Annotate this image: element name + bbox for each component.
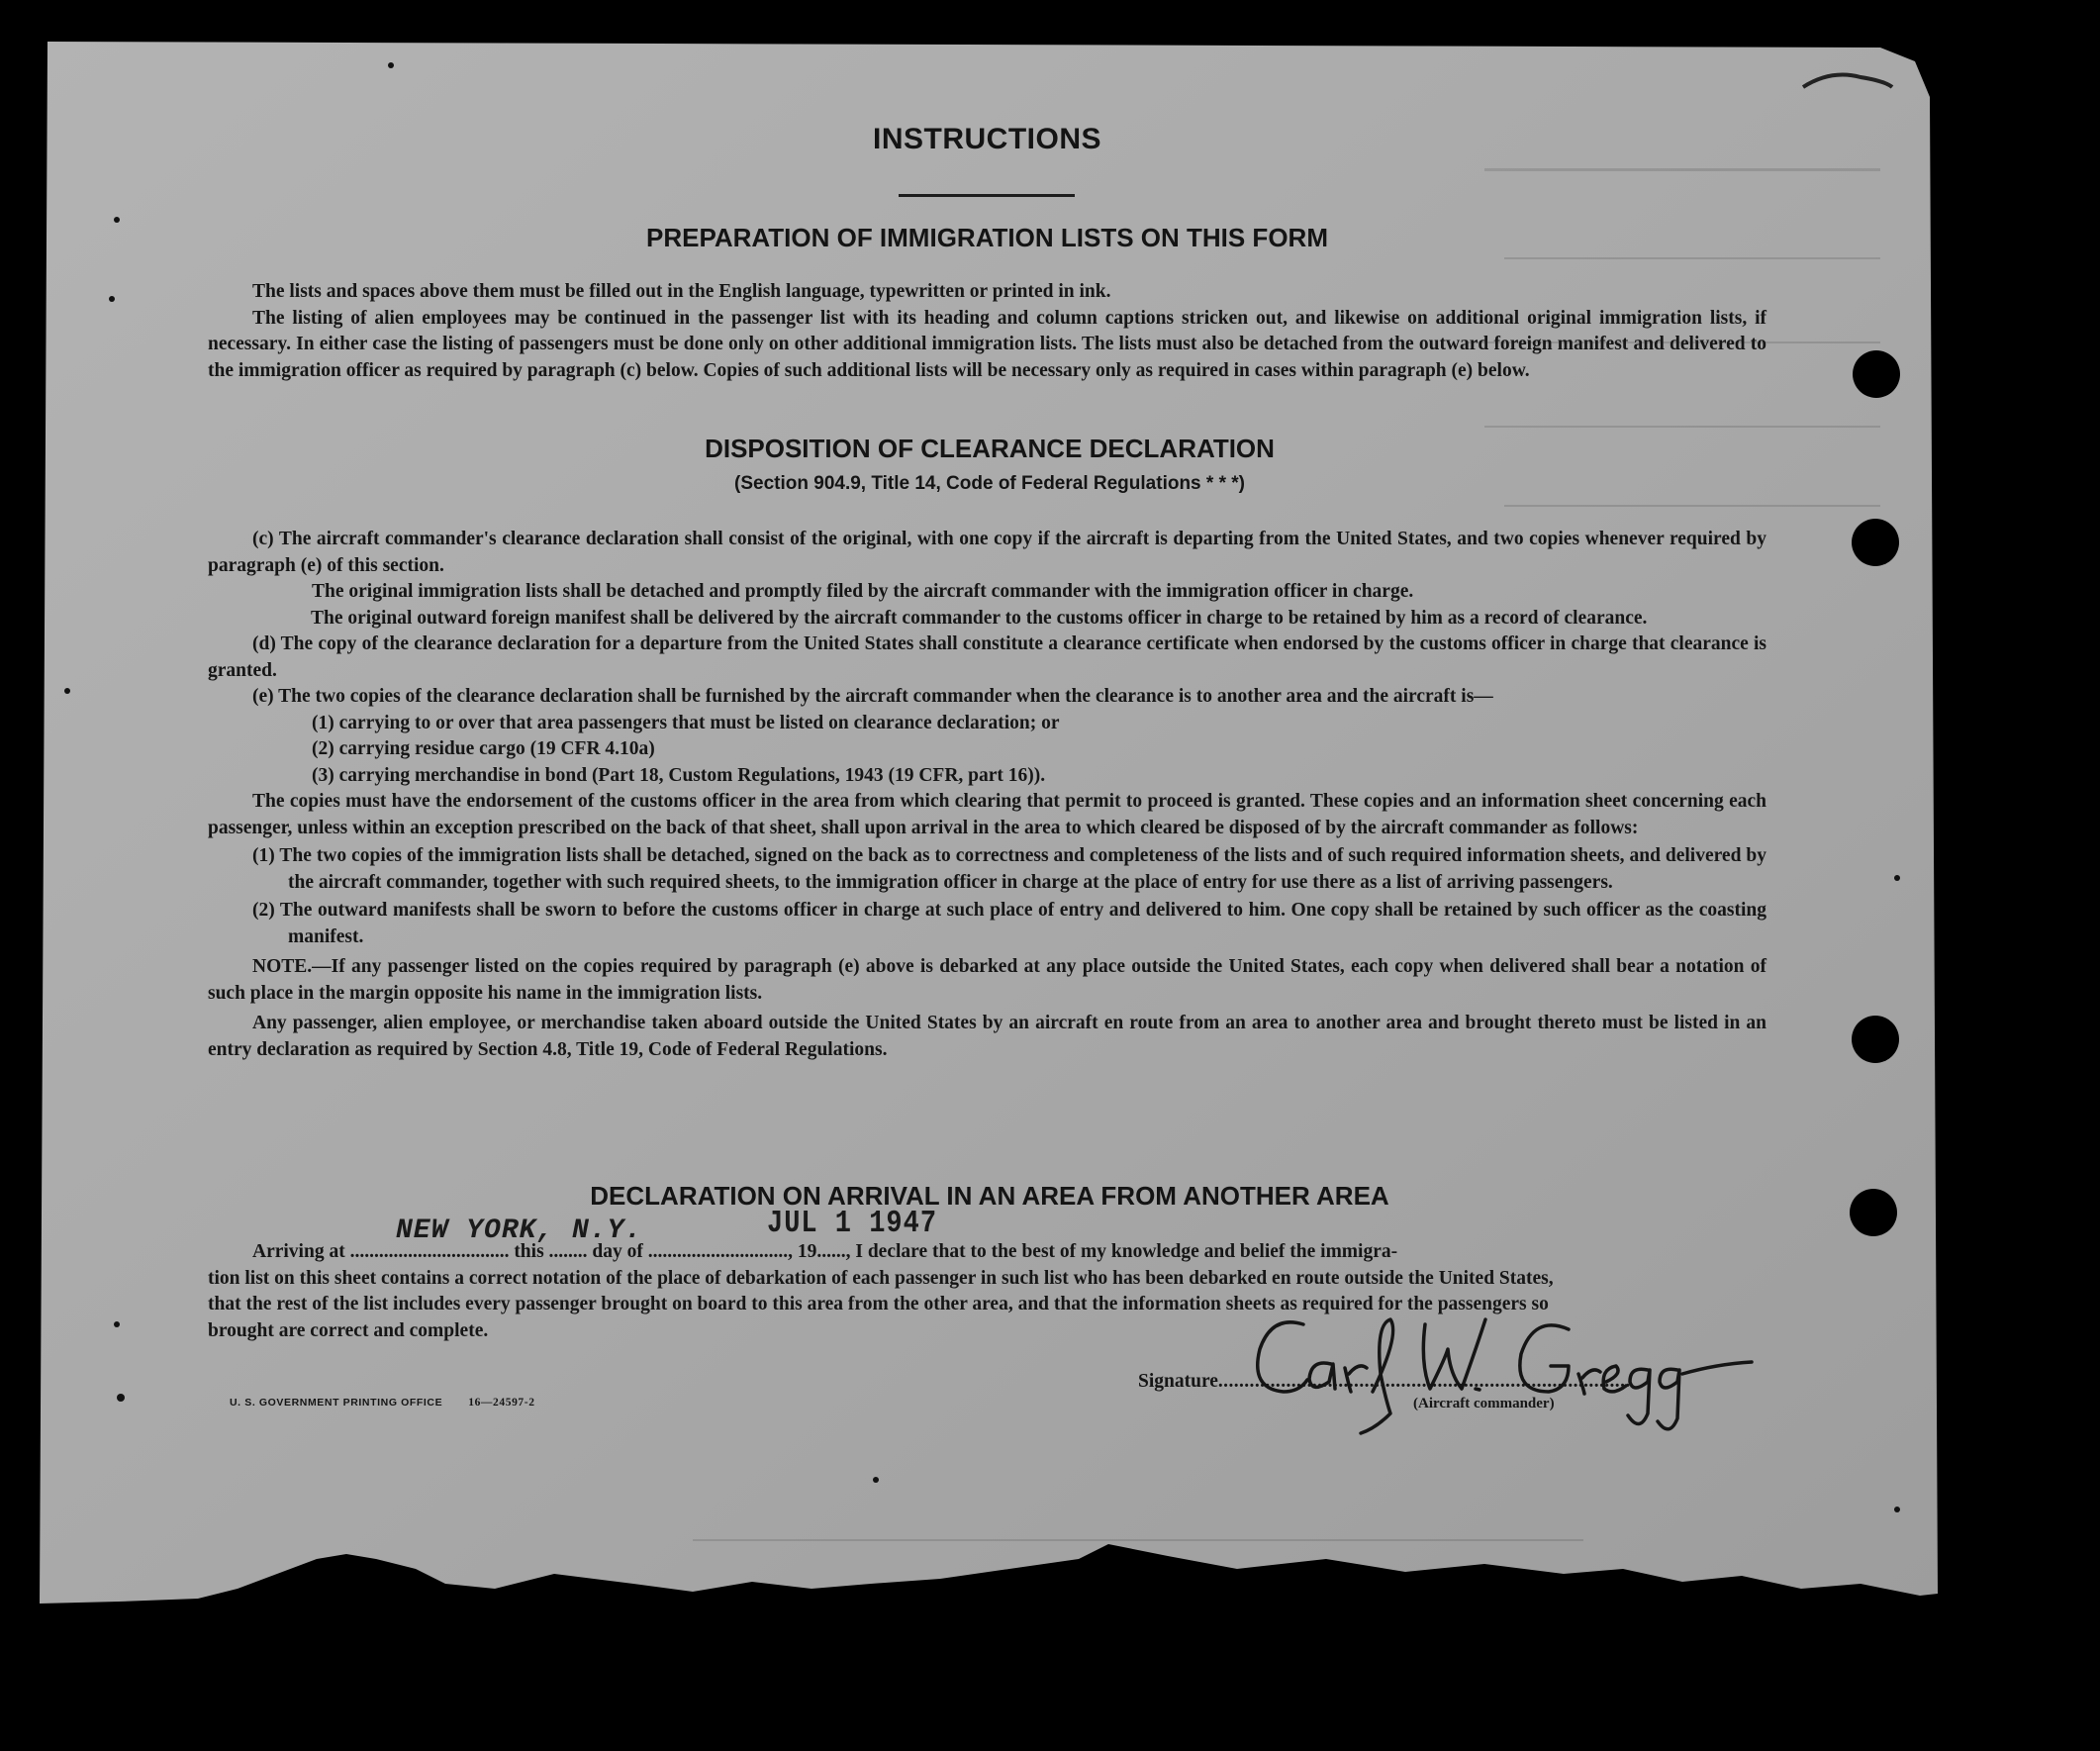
arrival-step-2: (2) The outward manifests shall be sworn to before the customs officer in charge at such place of entry and delivered to him. One copy shall be retained by such officer as the coasting manifest. <box>252 900 1766 947</box>
entry-declaration-paragraph: Any passenger, alien employee, or merchandise taken aboard outside the United States by an aircraft en route from an area to another area and brought thereto must be listed in an entry declaration as required by Section 4.8, Title 19, Code of Federal Regulations. <box>208 1013 1766 1060</box>
printer-imprint: U. S. GOVERNMENT PRINTING OFFICE 16—24597-2 <box>230 1397 535 1409</box>
paragraph-c-manifest: The original outward foreign manifest shall be delivered by the aircraft commander to the customs officer in charge to be retained by him as a record of clearance. <box>311 607 1648 629</box>
paragraph-d: (d) The copy of the clearance declaration for a departure from the United States shall constitute a clearance certificate when endorsed by the customs officer in charge that clearance is granted. <box>208 633 1766 681</box>
signature-line: ............................................................................... <box>1217 1371 1631 1392</box>
preparation-paragraph-2: The listing of alien employees may be continued in the passenger list with its heading and column captions stricken out, and likewise on additional original immigration lists, if necessary. In either case the listing of passengers must be done only on other additional immigration lists. The lists must also be detached from the outward foreign manifest and delivered to the immigration officer as required by paragraph (c) below. Copies of such additional lists will be necessary only as required in cases within paragraph (e) below. <box>208 307 1766 381</box>
handwritten-signature <box>1242 1305 1757 1443</box>
preparation-body <box>208 279 1766 384</box>
declaration-line: brought are correct and complete. <box>208 1319 489 1341</box>
arrival-date-stamp: JUL 1 1947 <box>767 1207 938 1242</box>
paragraph-e: (e) The two copies of the clearance declaration shall be furnished by the aircraft commander when the clearance is to another area and the aircraft is— <box>252 686 1493 707</box>
declaration-line: Arriving at ................................. this ........ day of ............................., 19......, I declare that to the best of my knowledge and belief the immigra- <box>252 1241 1398 1262</box>
declaration-line: that the rest of the list includes every passenger brought on board to this area from the other area, and that the information sheets as required for the passengers so <box>208 1294 1549 1314</box>
note-paragraph: NOTE.—If any passenger listed on the copies required by paragraph (e) above is debarked at any place outside the United States, each copy when delivered shall bear a notation of such place in the margin opposite his name in the immigration lists. <box>208 956 1766 1004</box>
paragraph-e-item: (3) carrying merchandise in bond (Part 18, Custom Regulations, 1943 (19 CFR, part 16)). <box>312 764 1046 786</box>
disposition-subheading: (Section 904.9, Title 14, Code of Federal Regulations * * *) <box>734 473 1245 494</box>
paragraph-e-item: (1) carrying to or over that area passengers that must be listed on clearance declaration; or <box>312 712 1060 733</box>
preparation-paragraph-1: The lists and spaces above them must be filled out in the English language, typewritten or printed in ink. <box>252 281 1111 302</box>
signature-label: Signature............................................................................... <box>1138 1371 1631 1392</box>
document-title: INSTRUCTIONS <box>873 123 1101 155</box>
arrival-step-1: (1) The two copies of the immigration lists shall be detached, signed on the back as to correctness and completeness of the lists and of such required information sheets, and delivered by the aircraft commander, together with such required sheets, to the immigration officer in charge at the place of entry for use there as a list of arriving passengers. <box>252 845 1766 893</box>
copies-paragraph: The copies must have the endorsement of the customs officer in the area from which clearing that permit to proceed is granted. These copies and an information sheet concerning each passenger, unless within an exception prescribed on the back of that sheet, shall upon arrival in the area to which cleared be disposed of by the aircraft commander as follows: <box>208 791 1766 838</box>
arrival-place-stamp: NEW YORK, N.Y. <box>396 1216 643 1246</box>
declaration-heading: DECLARATION ON ARRIVAL IN AN AREA FROM ANOTHER AREA <box>590 1181 1389 1211</box>
paragraph-c-immigration: The original immigration lists shall be detached and promptly filed by the aircraft commander with the immigration officer in charge. <box>312 581 1414 602</box>
signature-caption: (Aircraft commander) <box>1413 1396 1555 1411</box>
disposition-body <box>208 527 1766 1063</box>
paragraph-c: (c) The aircraft commander's clearance declaration shall consist of the original, with one copy if the aircraft is departing from the United States, and two copies whenever required by paragraph (e) of this section. <box>208 529 1766 576</box>
title-rule <box>899 194 1075 197</box>
paragraph-e-item: (2) carrying residue cargo (19 CFR 4.10a) <box>312 738 655 759</box>
preparation-heading: PREPARATION OF IMMIGRATION LISTS ON THIS FORM <box>646 223 1328 252</box>
disposition-heading: DISPOSITION OF CLEARANCE DECLARATION <box>705 434 1275 463</box>
form-code: 16—24597-2 <box>468 1397 535 1409</box>
declaration-line: tion list on this sheet contains a correct notation of the place of debarkation of each passenger in such list who has been debarked en route outside the United States, <box>208 1267 1554 1289</box>
